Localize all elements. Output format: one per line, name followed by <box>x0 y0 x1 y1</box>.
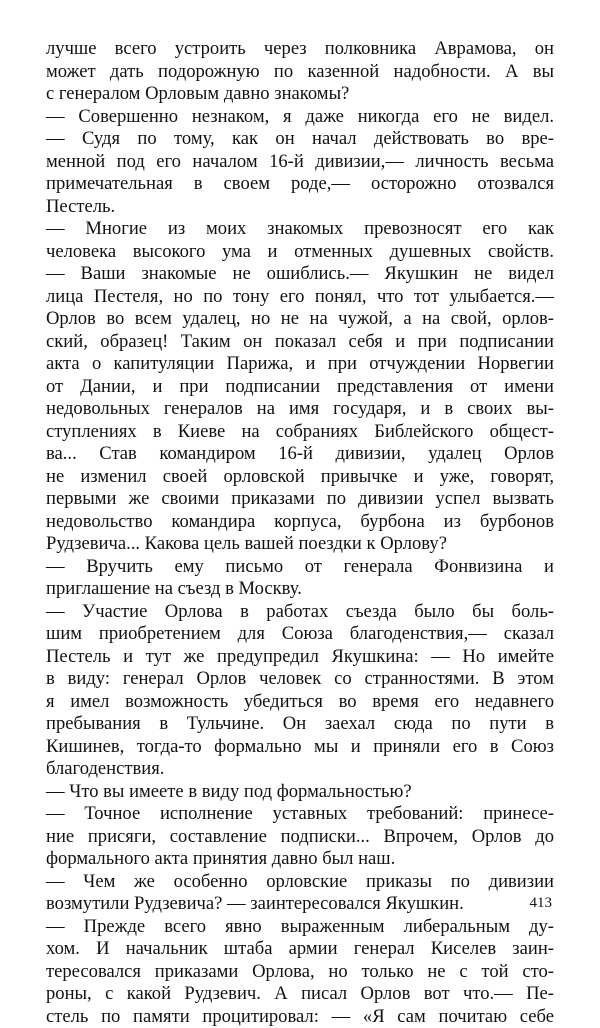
text-line: человека высокого ума и отменных душевных свойств. <box>46 241 554 264</box>
text-line: лучше всего устроить через полковника Аврамова, он <box>46 38 554 61</box>
text-line: — Чем же особенно орловские приказы по дивизии <box>46 871 554 894</box>
text-line: лица Пестеля, но по тону его понял, что тот улыбается.— <box>46 286 554 309</box>
text-line: я имел возможность убедиться во время его недавнего <box>46 691 554 714</box>
text-line: пребывания в Тульчине. Он заехал сюда по пути в <box>46 713 554 736</box>
text-line: ский, образец! Таким он показал себя и при подписании <box>46 331 554 354</box>
text-line: Кишинев, тогда-то формально мы и приняли его в Союз <box>46 736 554 759</box>
text-line: Рудзевича... Какова цель вашей поездки к Орлову? <box>46 533 554 556</box>
text-line: акта о капитуляции Парижа, и при отчуждении Норвегии <box>46 353 554 376</box>
text-line: приглашение на съезд в Москву. <box>46 578 554 601</box>
text-line: — Прежде всего явно выраженным либеральным ду- <box>46 916 554 939</box>
text-line: формального акта принятия давно был наш. <box>46 848 554 871</box>
text-line: примечательная в своем роде,— осторожно отозвался <box>46 173 554 196</box>
text-line: хом. И начальник штаба армии генерал Киселев заин- <box>46 938 554 961</box>
text-line: ние присяги, составление подписки... Впрочем, Орлов до <box>46 826 554 849</box>
text-line: от Дании, и при подписании представления от имени <box>46 376 554 399</box>
text-line: ступлениях в Киеве на собраниях Библейского общест- <box>46 421 554 444</box>
text-line: ва... Став командиром 16-й дивизии, удалец Орлов <box>46 443 554 466</box>
text-line: Пестель. <box>46 196 554 219</box>
text-line: недовольство командира корпуса, бурбона из бурбонов <box>46 511 554 534</box>
text-line: — Совершенно незнаком, я даже никогда его не видел. <box>46 106 554 129</box>
text-line: менной под его началом 16-й дивизии,— личность весьма <box>46 151 554 174</box>
text-line: — Точное исполнение уставных требований: принесе- <box>46 803 554 826</box>
page-number: 413 <box>530 895 553 912</box>
text-line: — Судя по тому, как он начал действовать во вре- <box>46 128 554 151</box>
text-line: с генералом Орловым давно знакомы? <box>46 83 554 106</box>
text-line: первыми же своими приказами по дивизии успел вызвать <box>46 488 554 511</box>
text-line: Орлов во всем удалец, но не на чужой, а на свой, орлов- <box>46 308 554 331</box>
text-line: благоденствия. <box>46 758 554 781</box>
text-line: в виду: генерал Орлов человек со странностями. В этом <box>46 668 554 691</box>
text-line: шим приобретением для Союза благоденствия,— сказал <box>46 623 554 646</box>
text-line: может дать подорожную по казенной надобности. А вы <box>46 61 554 84</box>
text-line: Пестель и тут же предупредил Якушкина: — Но имейте <box>46 646 554 669</box>
text-line: возмутили Рудзевича? — заинтересовался Якушкин. <box>46 893 554 916</box>
text-line: стель по памяти процитировал: — «Я сам почитаю себе <box>46 1006 554 1028</box>
text-line: — Многие из моих знакомых превозносят его как <box>46 218 554 241</box>
text-line: — Вручить ему письмо от генерала Фонвизина и <box>46 556 554 579</box>
text-line: — Что вы имеете в виду под формальностью? <box>46 781 554 804</box>
text-line: — Ваши знакомые не ошиблись.— Якушкин не видел <box>46 263 554 286</box>
text-line: роны, с какой Рудзевич. А писал Орлов вот что.— Пе- <box>46 983 554 1006</box>
text-line: — Участие Орлова в работах съезда было бы боль- <box>46 601 554 624</box>
page-text <box>46 38 554 1028</box>
text-line: не изменил своей орловской привычке и уже, говорят, <box>46 466 554 489</box>
text-line: тересовался приказами Орлова, но только не с той сто- <box>46 961 554 984</box>
text-line: недовольных генералов на имя государя, и в своих вы- <box>46 398 554 421</box>
